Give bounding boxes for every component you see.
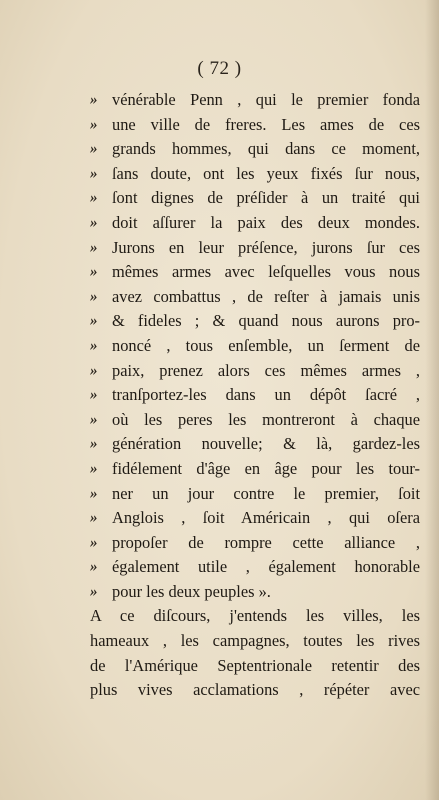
- text-line: [90, 285, 420, 310]
- guillemet-marker: »: [90, 510, 98, 527]
- text-line: [90, 260, 420, 285]
- text-line: [90, 580, 420, 605]
- text-line: [90, 334, 420, 359]
- guillemet-marker: »: [90, 214, 98, 231]
- text-line: [90, 309, 420, 334]
- text-line-content: de l'Amérique Septentrionale retentir des: [90, 655, 420, 675]
- text-line-content: vénérable Penn , qui le premier fonda: [112, 90, 420, 109]
- guillemet-marker: »: [90, 460, 98, 477]
- text-line-content: paix, prenez alors ces mêmes armes ,: [112, 360, 420, 380]
- text-line: [90, 432, 420, 457]
- text-line: [90, 531, 420, 556]
- guillemet-marker: »: [90, 116, 98, 133]
- text-line: [90, 604, 420, 629]
- text-line: [90, 383, 420, 408]
- text-line: [90, 678, 420, 703]
- text-line: [90, 88, 420, 113]
- text-line: [90, 555, 420, 580]
- guillemet-marker: »: [90, 165, 98, 182]
- page-edge-shadow: [425, 0, 439, 800]
- page-number: ( 72 ): [197, 58, 242, 79]
- text-line: [90, 211, 420, 236]
- text-line-content: mêmes armes avec leſquelles vous nous: [112, 262, 420, 282]
- text-line: [90, 113, 420, 138]
- text-line-content: & fideles ; & quand nous aurons pro-: [112, 311, 420, 331]
- text-line-content: grands hommes, qui dans ce moment,: [112, 139, 420, 159]
- text-line: [90, 359, 420, 384]
- guillemet-marker: »: [90, 141, 98, 158]
- guillemet-marker: »: [90, 337, 98, 354]
- guillemet-marker: »: [90, 92, 98, 108]
- guillemet-marker: »: [90, 313, 98, 330]
- text-line-content: pour les deux peuples ».: [112, 581, 271, 601]
- text-line-content: ſont dignes de préſider à un traité qui: [112, 188, 420, 208]
- text-line: [90, 162, 420, 187]
- guillemet-marker: »: [90, 436, 98, 453]
- text-line: [90, 408, 420, 433]
- text-line-content: une ville de freres. Les ames de ces: [112, 114, 420, 134]
- text-line-content: propoſer de rompre cette alliance ,: [112, 532, 420, 552]
- text-line-content: fidélement d'âge en âge pour les tour-: [112, 458, 420, 478]
- body-text: [90, 88, 420, 703]
- text-line-content: A ce diſcours, j'entends les villes, les: [90, 606, 420, 626]
- text-line-content: noncé , tous enſemble, un ſerment de: [112, 335, 420, 355]
- text-line-content: plus vives acclamations , répéter avec: [90, 680, 420, 700]
- guillemet-marker: »: [90, 387, 98, 404]
- text-line-content: Jurons en leur préſence, jurons ſur ces: [112, 237, 420, 257]
- text-line: [90, 654, 420, 679]
- guillemet-marker: »: [90, 190, 98, 207]
- text-line-content: avez combattus , de reſter à jamais unis: [112, 286, 420, 306]
- text-line: [90, 506, 420, 531]
- guillemet-marker: »: [90, 583, 98, 600]
- text-line-content: génération nouvelle; & là, gardez-les: [112, 434, 420, 454]
- guillemet-marker: »: [90, 288, 98, 305]
- guillemet-marker: »: [90, 362, 98, 379]
- text-line: [90, 236, 420, 261]
- text-line-content: ſans doute, ont les yeux fixés ſur nous,: [112, 163, 420, 183]
- text-line: [90, 457, 420, 482]
- guillemet-marker: »: [90, 239, 98, 256]
- text-line-content: hameaux , les campagnes, toutes les rives: [90, 631, 420, 651]
- guillemet-marker: »: [90, 264, 98, 281]
- text-line-content: également utile , également honorable: [112, 557, 420, 577]
- text-line: [90, 186, 420, 211]
- text-line: [90, 482, 420, 507]
- guillemet-marker: »: [90, 534, 98, 551]
- text-line-content: ner un jour contre le premier, ſoit: [112, 483, 420, 503]
- text-line: [90, 629, 420, 654]
- text-line-content: Anglois , ſoit Américain , qui oſera: [112, 508, 420, 528]
- guillemet-marker: »: [90, 485, 98, 502]
- text-line-content: tranſportez-les dans un dépôt ſacré ,: [112, 385, 420, 405]
- text-line-content: doit aſſurer la paix des deux mondes.: [112, 212, 420, 232]
- guillemet-marker: »: [90, 411, 98, 428]
- text-line-content: où les peres les montreront à chaque: [112, 409, 420, 429]
- guillemet-marker: »: [90, 559, 98, 576]
- text-line: [90, 137, 420, 162]
